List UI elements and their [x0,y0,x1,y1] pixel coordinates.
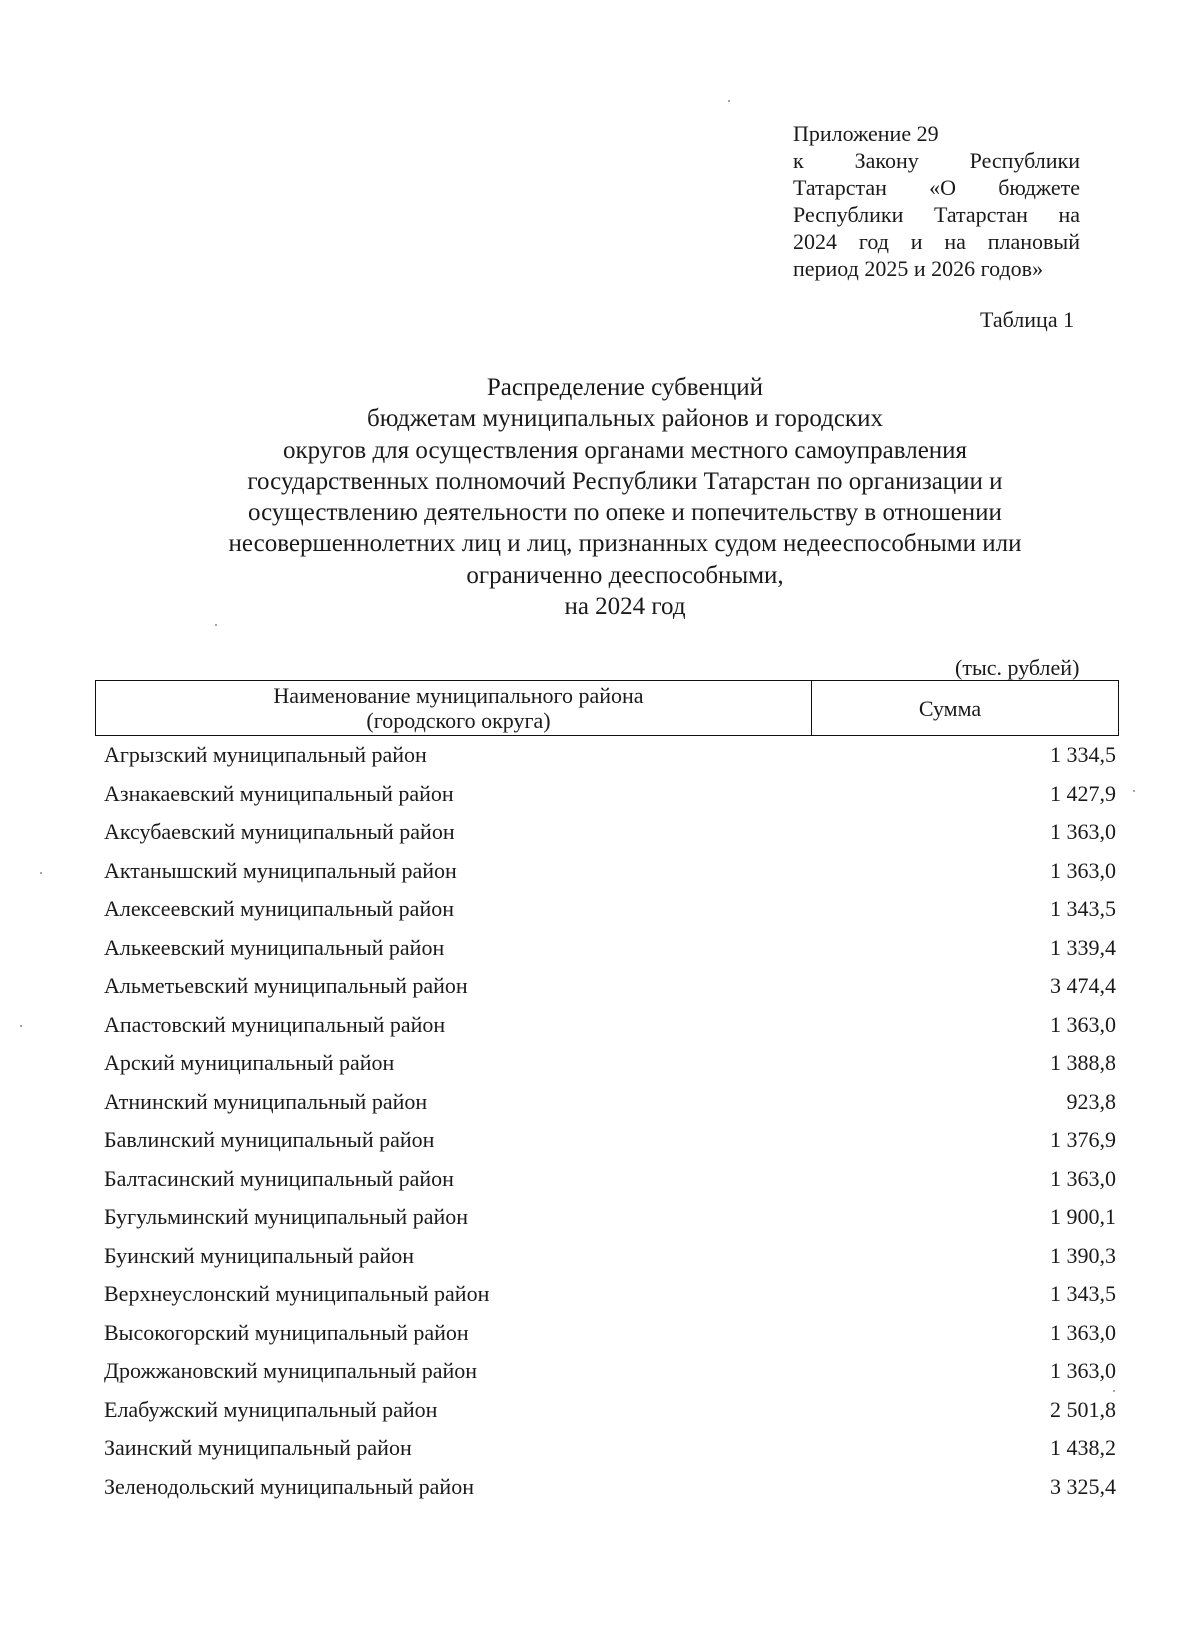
scan-speck [1133,790,1135,792]
district-name: Балтасинский муниципальный район [104,1165,454,1191]
scan-speck [20,1025,22,1027]
district-amount: 1 363,0 [1050,857,1116,883]
district-amount: 2 501,8 [1050,1396,1116,1422]
district-name: Высокогорский муниципальный район [104,1319,469,1345]
title-line: Распределение субвенций [486,374,764,401]
district-amount: 1 438,2 [1050,1435,1116,1461]
table-row [104,1198,1116,1237]
district-name: Елабужский муниципальный район [104,1396,438,1422]
title-line: несовершеннолетних лиц и лиц, признанных судом недееспособными или [228,530,1022,558]
district-name: Атнинский муниципальный район [104,1088,428,1114]
district-name: Аксубаевский муниципальный район [104,819,455,845]
appendix-line: 2024 год и на плановый [793,229,1080,254]
header-name-line: (городского округа) [366,708,551,733]
title-line: осуществлению деятельности по опеке и попечительству в отношении [248,499,1002,527]
table-label: Таблица 1 [980,307,1075,332]
title-line: бюджетам муниципальных районов и городских [367,405,883,433]
district-amount: 1 363,0 [1050,1011,1116,1037]
district-amount: 1 900,1 [1050,1204,1116,1230]
district-amount: 1 427,9 [1050,780,1116,806]
table-row [104,1044,1116,1083]
title-line: ограниченно дееспособными, [466,561,784,589]
header-name-cell [96,681,812,735]
district-name: Буинский муниципальный район [104,1242,415,1268]
district-name: Апастовский муниципальный район [104,1011,446,1037]
table-row [104,736,1116,775]
district-amount: 3 474,4 [1050,973,1116,999]
table-row [104,967,1116,1006]
appendix-block [793,120,1080,282]
appendix-line: Татарстан «О бюджете [793,175,1080,200]
table-row [104,1160,1116,1199]
district-amount: 923,8 [1066,1088,1116,1114]
appendix-line: к Закону Республики [793,148,1080,173]
appendix-line: Республики Татарстан на [793,202,1080,227]
table-row [104,890,1116,929]
district-name: Азнакаевский муниципальный район [104,780,454,806]
table-body [104,736,1116,1506]
title-line: округов для осуществления органами местного самоуправления [282,436,968,464]
district-name: Арский муниципальный район [104,1050,395,1076]
table-row [104,1083,1116,1122]
district-amount: 1 343,5 [1050,1281,1116,1307]
header-sum-cell: Сумма [918,695,982,721]
table-row [104,852,1116,891]
table-row [104,1237,1116,1276]
district-name: Агрызский муниципальный район [104,742,427,768]
table-row [104,1429,1116,1468]
district-name: Альметьевский муниципальный район [104,973,468,999]
district-name: Алькеевский муниципальный район [104,934,445,960]
table-row [104,1352,1116,1391]
document-title [80,372,1170,622]
scan-speck [215,624,217,626]
table-row [104,1468,1116,1507]
district-amount: 1 363,0 [1050,1165,1116,1191]
district-amount: 1 334,5 [1050,742,1116,768]
scan-speck [728,100,730,102]
district-name: Зеленодольский муниципальный район [104,1473,474,1499]
district-amount: 1 376,9 [1050,1127,1116,1153]
header-name-line: Наименование муниципального района [273,683,644,708]
table-row [104,929,1116,968]
district-name: Бавлинский муниципальный район [104,1127,435,1153]
district-amount: 1 339,4 [1050,934,1116,960]
table-row [104,1314,1116,1353]
table-row [104,813,1116,852]
title-line: государственных полномочий Республики Татарстан по организации и [247,467,1003,495]
table-row [104,1275,1116,1314]
district-amount: 1 363,0 [1050,819,1116,845]
district-name: Верхнеуслонский муниципальный район [104,1281,490,1307]
district-name: Заинский муниципальный район [104,1435,412,1461]
district-amount: 1 388,8 [1050,1050,1116,1076]
table-header [95,680,1119,736]
table-row [104,1006,1116,1045]
district-amount: 1 363,0 [1050,1319,1116,1345]
table-row [104,1121,1116,1160]
scan-speck [1113,1390,1115,1392]
district-amount: 1 390,3 [1050,1242,1116,1268]
units-label: (тыс. рублей) [955,655,1080,680]
district-amount: 3 325,4 [1050,1473,1116,1499]
district-name: Бугульминский муниципальный район [104,1204,469,1230]
scan-speck [40,872,42,874]
district-name: Актанышский муниципальный район [104,857,457,883]
district-name: Алексеевский муниципальный район [104,896,454,922]
district-amount: 1 343,5 [1050,896,1116,922]
appendix-line: Приложение 29 [793,121,939,146]
title-line: на 2024 год [564,593,686,621]
table-row [104,1391,1116,1430]
table-row [104,775,1116,814]
district-name: Дрожжановский муниципальный район [104,1358,478,1384]
district-amount: 1 363,0 [1050,1358,1116,1384]
appendix-line: период 2025 и 2026 годов» [793,256,1044,281]
